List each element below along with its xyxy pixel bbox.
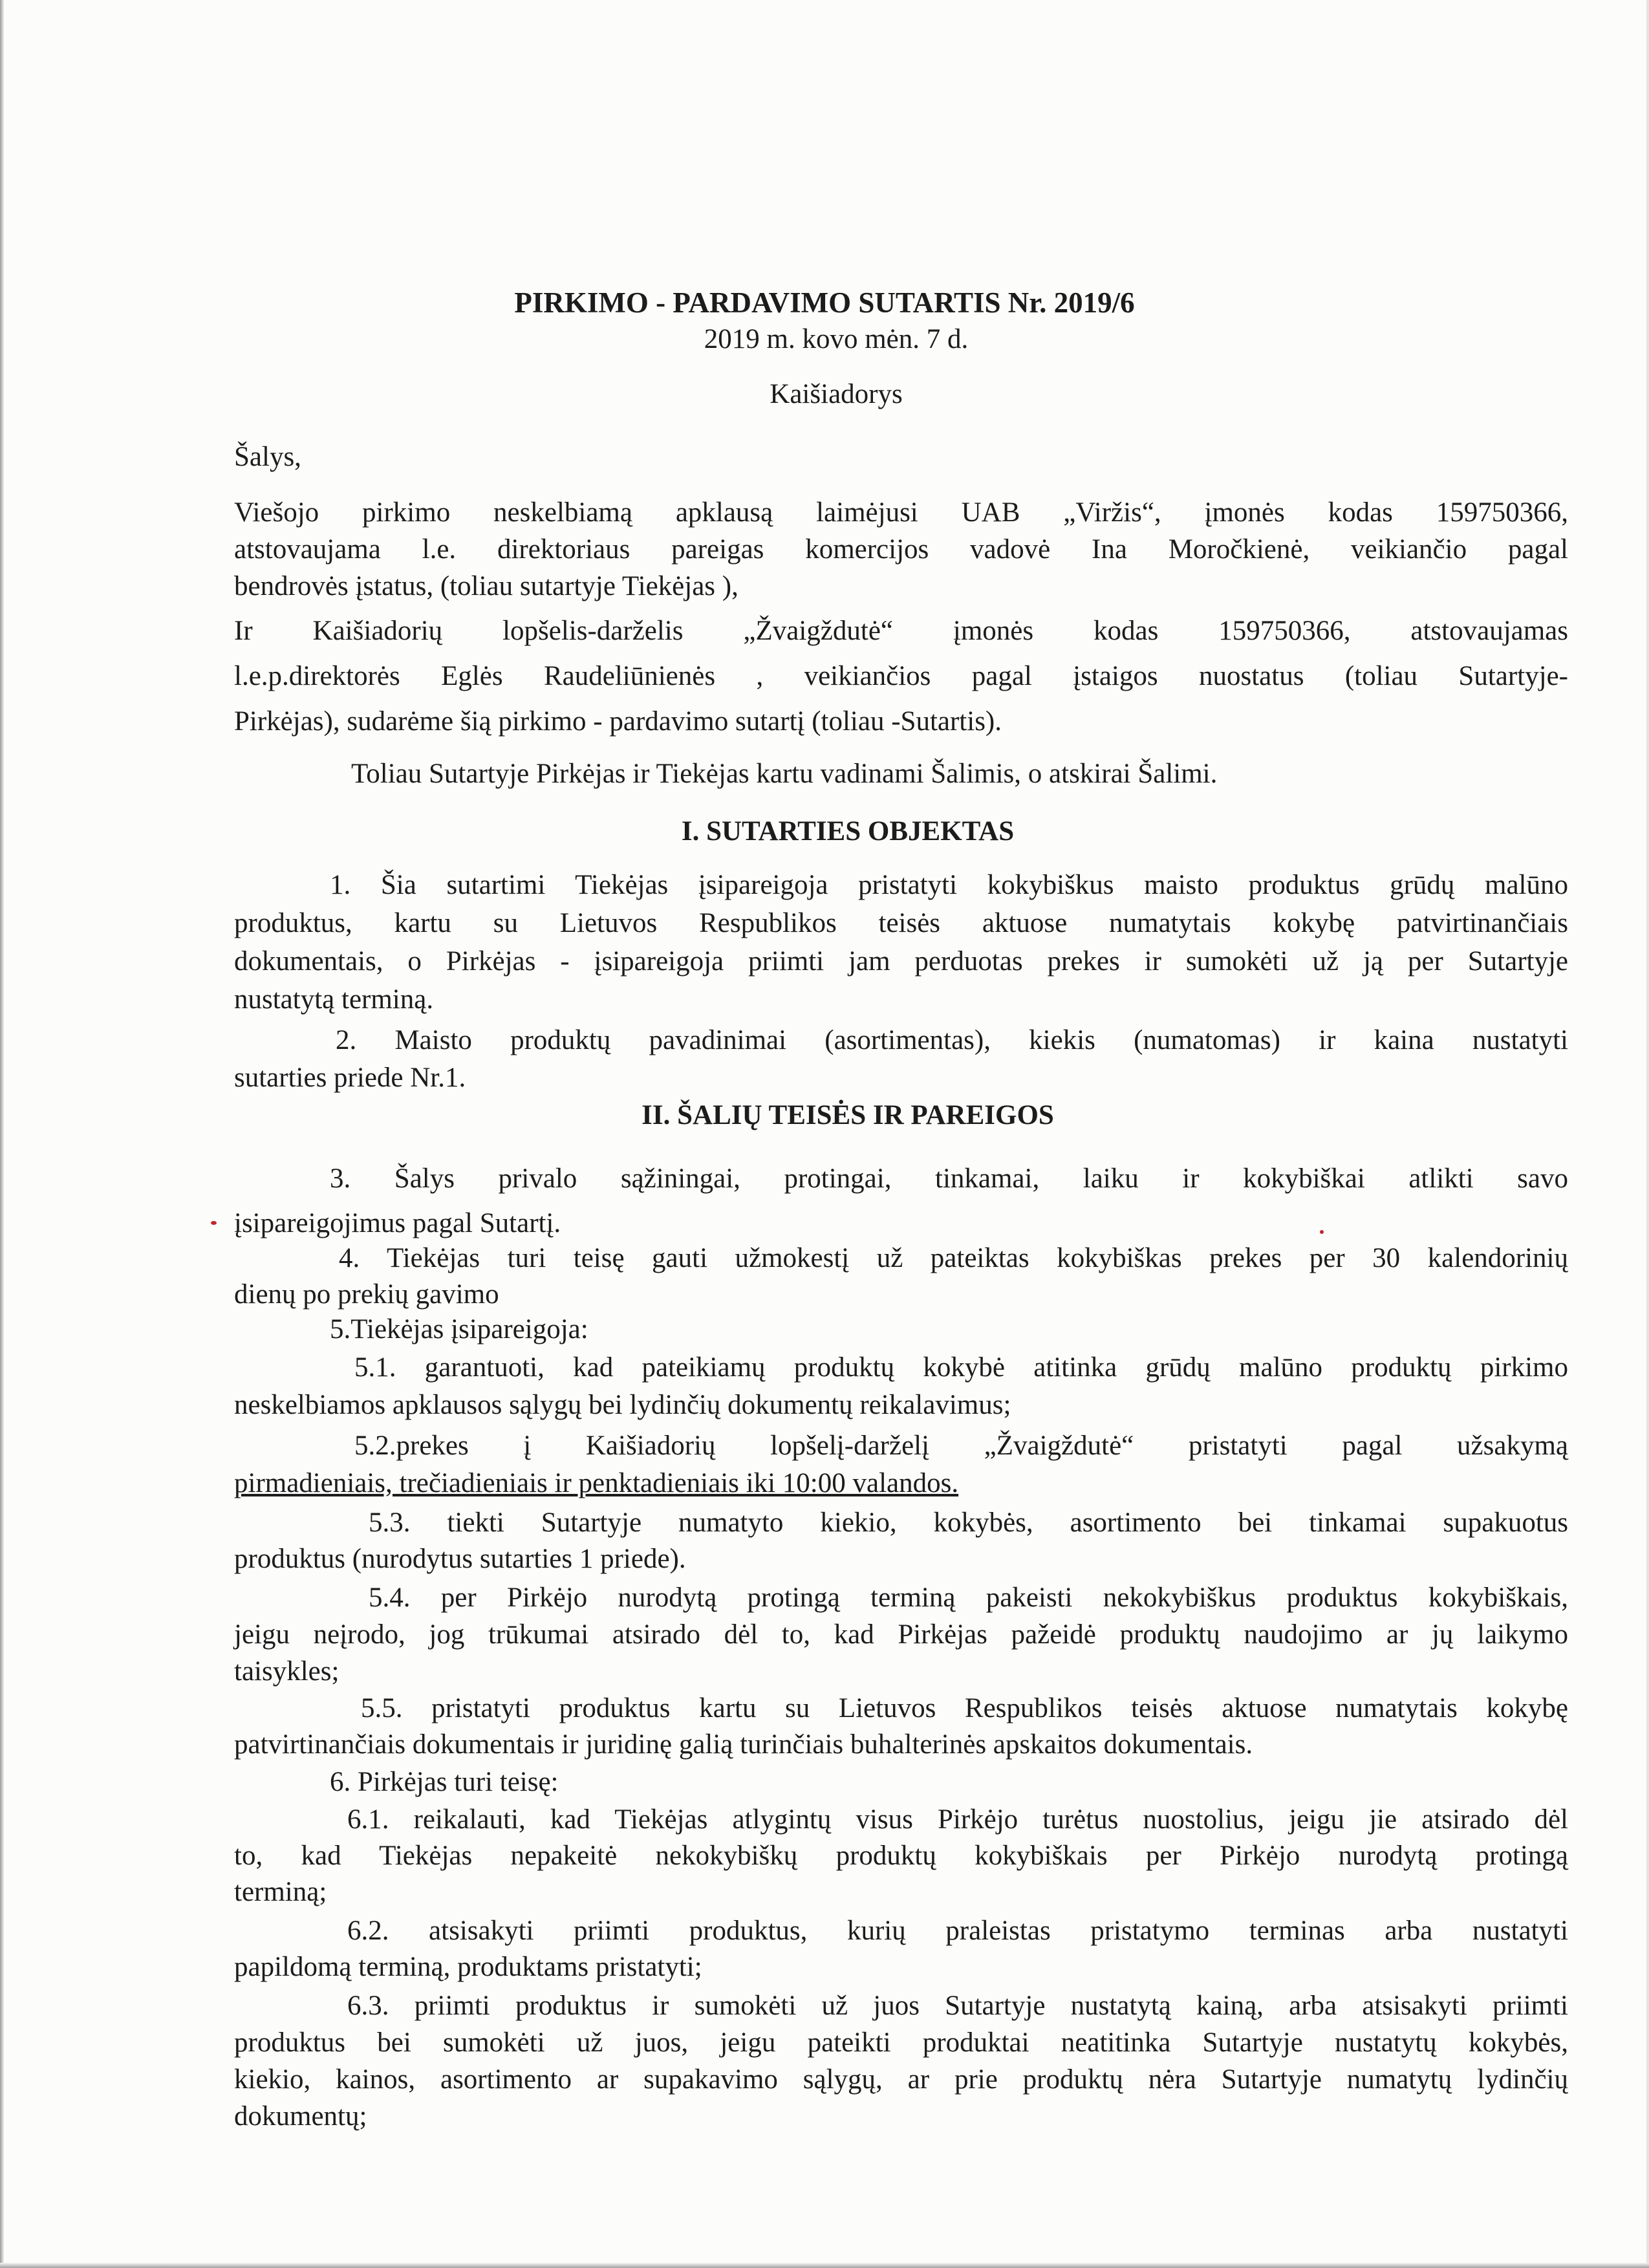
red-ink-dot (1320, 1230, 1324, 1234)
text-line: 2. Maisto produktų pavadinimai (asortimentas), kiekis (numatomas) ir kaina nustatyti (336, 1025, 1568, 1055)
text-line: jeigu neįrodo, jog trūkumai atsirado dėl to, kad Pirkėjas pažeidė produktų naudojimo ar jų laikymo (234, 1619, 1568, 1650)
paragraph-clause-6-3 (234, 1987, 1568, 2135)
text-line: dienų po prekių gavimo (234, 1279, 499, 1310)
text-line: sutarties priede Nr.1. (234, 1063, 466, 1093)
text-line: produktus (nurodytus sutarties 1 priede). (234, 1544, 686, 1574)
text-line: Pirkėjas), sudarėme šią pirkimo - pardavimo sutartį (toliau -Sutartis). (234, 706, 1002, 737)
text-line: 3. Šalys privalo sąžiningai, protingai, tinkamai, laiku ir kokybiškai atlikti savo (330, 1163, 1568, 1194)
text-line: neskelbiamos apklausos sąlygų bei lydinčių dokumentų reikalavimus; (234, 1390, 1011, 1420)
text-line: 6.1. reikalauti, kad Tiekėjas atlygintų visus Pirkėjo turėtus nuostolius, jeigu jie atsirado dėl (347, 1804, 1568, 1835)
text-line: dokumentų; (234, 2101, 367, 2132)
contract-city: Kaišiadorys (770, 379, 903, 409)
text-line: 6.2. atsisakyti priimti produktus, kurių praleistas pristatymo terminas arba nustatyti (347, 1916, 1568, 1946)
contract-date: 2019 m. kovo mėn. 7 d. (704, 324, 969, 354)
section-heading-section-2-heading (0, 1097, 1649, 1134)
text-line: Ir Kaišiadorių lopšelis-darželis „Žvaigždutė“ įmonės kodas 159750366, atstovaujamas (234, 616, 1568, 646)
text-line: nustatytą terminą. (234, 984, 434, 1015)
paragraph-clause-5-2 (234, 1427, 1568, 1502)
contract-date-block (0, 323, 1649, 355)
paragraph-buyer-paragraph (234, 609, 1568, 744)
paragraph-clause-6 (234, 1764, 1568, 1800)
text-line: I. SUTARTIES OBJEKTAS (681, 816, 1015, 847)
paragraph-clause-5-5 (234, 1690, 1568, 1763)
contract-city-block (0, 378, 1649, 410)
text-line: 5.5. pristatyti produktus kartu su Lietuvos Respublikos teisės aktuose numatytais kokybę (361, 1693, 1568, 1723)
text-line: to, kad Tiekėjas nepakeitė nekokybiškų produktų kokybiškais per Pirkėjo nurodytą protingą (234, 1841, 1568, 1871)
text-line: II. ŠALIŲ TEISĖS IR PAREIGOS (641, 1100, 1054, 1130)
paragraph-clause-1 (234, 866, 1568, 1019)
text-line: produktus bei sumokėti už juos, jeigu pateikti produktai neatitinka Sutartyje nustatytų kokybės, (234, 2027, 1568, 2058)
red-ink-mark (211, 1221, 217, 1225)
paragraph-clause-6-1 (234, 1802, 1568, 1910)
paragraph-supplier-paragraph (234, 494, 1568, 605)
text-line: l.e.p.direktorės Eglės Raudeliūnienės , veikiančios pagal įstaigos nuostatus (toliau Sutartyje- (234, 661, 1568, 691)
paragraph-clause-2 (234, 1022, 1568, 1097)
text-line: 6.3. priimti produktus ir sumokėti už juos Sutartyje nustatytą kainą, arba atsisakyti priimti (347, 1991, 1568, 2021)
text-line: papildomą terminą, produktams pristatyti; (234, 1952, 702, 1982)
paragraph-clause-6-2 (234, 1913, 1568, 1985)
text-line: 4. Tiekėjas turi teisę gauti užmokestį už pateiktas kokybiškas prekes per 30 kalendorinių (339, 1243, 1568, 1273)
text-line: 5.4. per Pirkėjo nurodytą protingą terminą pakeisti nekokybiškus produktus kokybiškais, (369, 1582, 1568, 1613)
text-line: Viešojo pirkimo neskelbiamą apklausą laimėjusi UAB „Viržis“, įmonės kodas 159750366, (234, 497, 1568, 528)
text-line: dokumentais, o Pirkėjas - įsipareigoja priimti jam perduotas prekes ir sumokėti už ją per Sutartyje (234, 946, 1568, 977)
section-heading-section-1-heading (0, 814, 1649, 850)
text-line: produktus, kartu su Lietuvos Respublikos teisės aktuose numatytais kokybę patvirtinančiais (234, 908, 1568, 938)
text-line: Šalys, (234, 442, 301, 472)
paragraph-clause-4 (234, 1240, 1568, 1313)
paragraph-clause-5 (234, 1312, 1568, 1348)
text-line: Toliau Sutartyje Pirkėjas ir Tiekėjas kartu vadinami Šalimis, o atskirai Šalimi. (351, 759, 1218, 789)
text-line: 5.Tiekėjas įsipareigoja: (330, 1314, 588, 1345)
text-line: pirmadieniais, trečiadieniais ir penktadieniais iki 10:00 valandos. (234, 1468, 959, 1498)
text-line: kiekio, kainos, asortimento ar supakavimo sąlygų, ar prie produktų nėra Sutartyje numatytų lydinčių (234, 2064, 1568, 2095)
paragraph-clause-3 (234, 1156, 1568, 1246)
paragraph-clause-5-1 (234, 1349, 1568, 1424)
text-line: bendrovės įstatus, (toliau sutartyje Tiekėjas ), (234, 571, 738, 601)
text-line: 6. Pirkėjas turi teisę: (330, 1767, 559, 1797)
text-line: patvirtinančiais dokumentais ir juridinę galią turinčiais buhalterinės apskaitos dokumentais. (234, 1729, 1253, 1760)
paragraph-parties-definition (234, 756, 1568, 792)
text-line: 1. Šia sutartimi Tiekėjas įsipareigoja pristatyti kokybiškus maisto produktus grūdų malūno (330, 870, 1568, 900)
contract-title: PIRKIMO - PARDAVIMO SUTARTIS Nr. 2019/6 (514, 286, 1135, 319)
text-line: 5.2.prekes į Kaišiadorių lopšelį-darželį „Žvaigždutė“ pristatyti pagal užsakymą (354, 1431, 1568, 1461)
paragraph-clause-5-4 (234, 1579, 1568, 1690)
text-line: taisykles; (234, 1656, 339, 1687)
paragraph-clause-5-3 (234, 1505, 1568, 1577)
text-line: 5.3. tiekti Sutartyje numatyto kiekio, kokybės, asortimento bei tinkamai supakuotus (369, 1507, 1568, 1538)
contract-title-block (0, 286, 1649, 319)
scan-edge-bottom (0, 2263, 1649, 2268)
text-line: atstovaujama l.e. direktoriaus pareigas komercijos vadovė Ina Moročkienė, veikiančio pagal (234, 534, 1568, 565)
text-line: 5.1. garantuoti, kad pateikiamų produktų kokybė atitinka grūdų malūno produktų pirkimo (354, 1352, 1568, 1383)
text-line: terminą; (234, 1877, 327, 1907)
text-line: įsipareigojimus pagal Sutartį. (234, 1208, 561, 1238)
paragraph-parties-label (234, 439, 1568, 475)
